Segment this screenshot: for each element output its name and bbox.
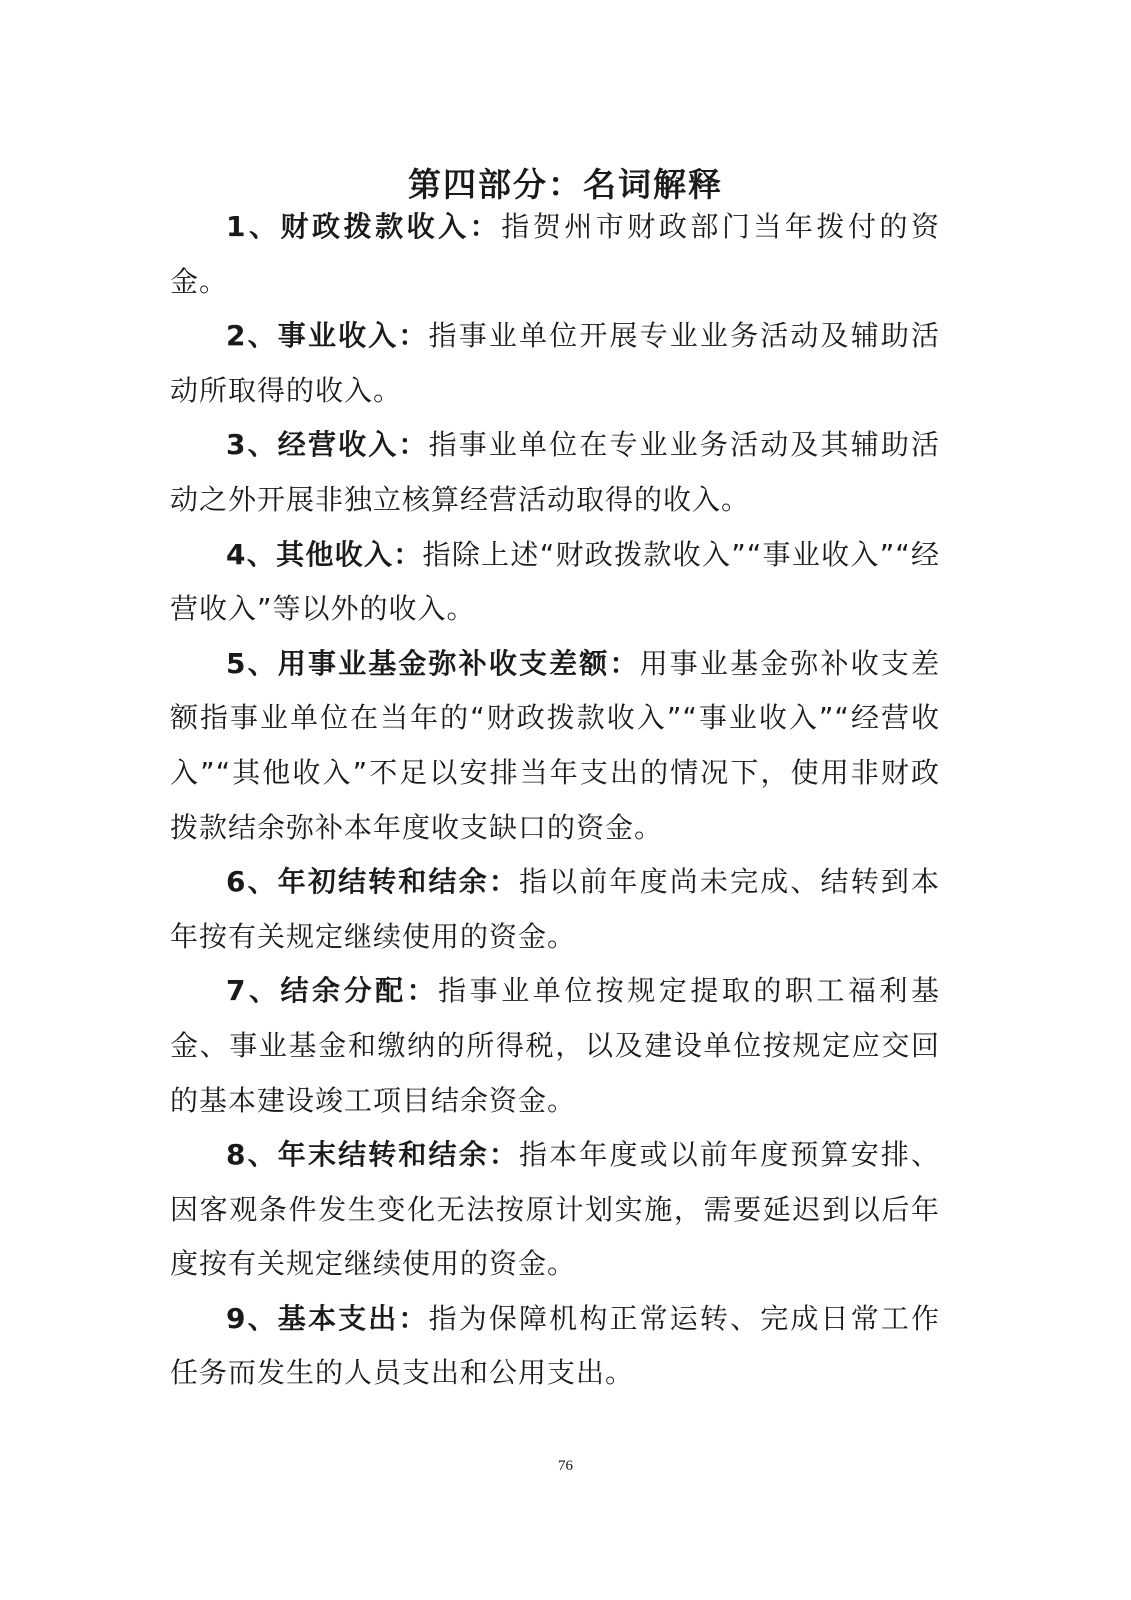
- glossary-term: 3、经营收入：: [226, 428, 429, 462]
- glossary-term: 5、用事业基金弥补收支差额：: [226, 646, 640, 680]
- glossary-term: 1、财政拨款收入：: [226, 210, 502, 243]
- glossary-definition: 指为保障机构正常运转、完成日常工作任务而发生的人员支出和公用支出。: [170, 1301, 940, 1390]
- page-number: 76: [558, 1458, 573, 1474]
- glossary-term: 9、基本支出：: [226, 1301, 429, 1335]
- glossary-entry-3: [170, 418, 940, 527]
- glossary-term: 4、其他收入：: [226, 537, 423, 571]
- glossary-term: 7、结余分配：: [226, 974, 439, 1008]
- glossary-term: 6、年初结转和结余：: [226, 865, 520, 899]
- glossary-entry-4: [170, 528, 940, 637]
- glossary-definition: 指事业单位按规定提取的职工福利基金、事业基金和缴纳的所得税，以及建设单位按规定应交回的基本建设竣工项目结余资金。: [170, 974, 940, 1117]
- glossary-definition: 指本年度或以前年度预算安排、因客观条件发生变化无法按原计划实施，需要延迟到以后年度按有关规定继续使用的资金。: [170, 1138, 940, 1281]
- glossary-entry-7: [170, 964, 940, 1128]
- glossary-entry-8: [170, 1128, 940, 1292]
- glossary-definition: 指事业单位在专业业务活动及其辅助活动之外开展非独立核算经营活动取得的收入。: [170, 428, 940, 516]
- glossary-entry-9: [170, 1292, 940, 1401]
- glossary-term: 8、年末结转和结余：: [226, 1138, 520, 1172]
- page-title: 第四部分：名词解释: [408, 165, 723, 205]
- glossary-definition: 指以前年度尚未完成、结转到本年按有关规定继续使用的资金。: [170, 865, 940, 953]
- glossary-definition: 用事业基金弥补收支差额指事业单位在当年的“财政拨款收入”“事业收入”“经营收入”“其他收入”不足以安排当年支出的情况下，使用非财政拨款结余弥补本年度收支缺口的资金。: [170, 646, 940, 844]
- glossary-term: 2、事业收入：: [226, 319, 429, 353]
- glossary-definition: 指事业单位开展专业业务活动及辅助活动所取得的收入。: [170, 319, 940, 407]
- glossary-entry-1: [170, 200, 940, 309]
- glossary-definition: 指除上述“财政拨款收入”“事业收入”“经营收入”等以外的收入。: [170, 537, 941, 626]
- glossary-body: [170, 200, 940, 1401]
- glossary-entry-2: [170, 309, 940, 418]
- glossary-entry-5: [170, 637, 940, 855]
- glossary-entry-6: [170, 855, 940, 964]
- glossary-definition: 指贺州市财政部门当年拨付的资金。: [170, 210, 941, 298]
